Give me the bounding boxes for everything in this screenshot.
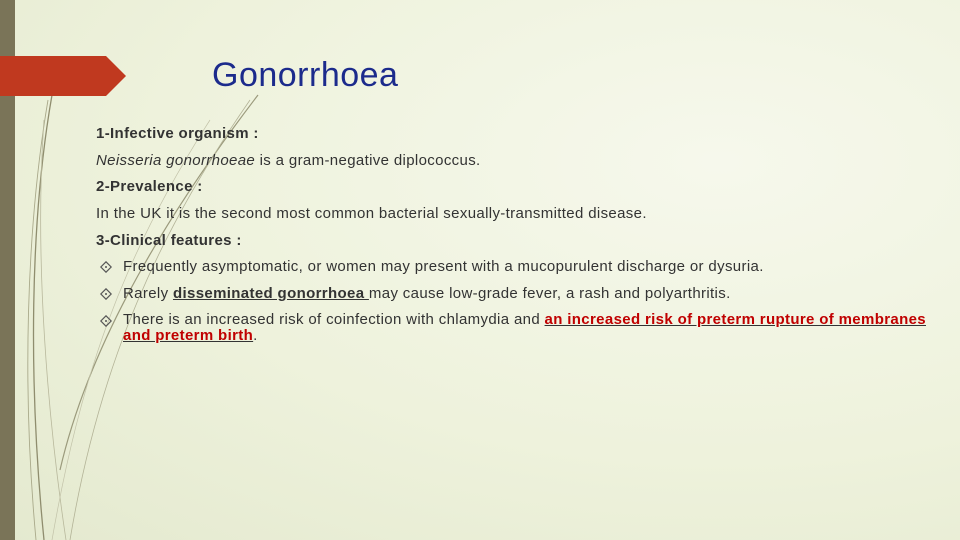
bullet-text: Frequently asymptomatic, or women may present with a mucopurulent discharge or dysuria. [123,258,764,276]
bullet-text-pre: Rarely [123,285,173,303]
section-heading-infective-organism: 1-Infective organism : [96,125,259,142]
slide-title: Gonorrhoea [212,56,399,94]
organism-name: Neisseria gonorrhoeae [96,151,256,169]
diamond-bullet-icon [100,315,112,327]
diamond-bullet-icon [100,288,112,300]
bullet-text-post: may cause low-grade fever, a rash and polyarthritis. [368,285,731,303]
bullet-item [96,312,936,344]
section-heading-prevalence: 2-Prevalence : [96,178,203,196]
bullet-text-pre: There is an increased risk of coinfection with chlamydia and [123,310,545,328]
organism-description: is a gram-negative diplococcus. [255,151,481,169]
diamond-bullet-icon [100,261,112,273]
prevalence-text: In the UK it is the second most common bacterial sexually-transmitted disease. [96,205,647,223]
infective-organism-text [96,152,936,170]
bullet-item [96,285,936,303]
section-heading-clinical-features: 3-Clinical features : [96,231,242,249]
disseminated-gonorrhoea-link[interactable]: disseminated gonorrhoea [172,285,369,303]
preterm-risk-emphasis: an increased risk of preterm rupture of membranes and preterm birth [123,310,926,344]
title-accent-tab [0,56,126,96]
slide-content [96,125,936,353]
bullet-item [96,258,936,276]
bullet-text-post: . [253,326,258,344]
